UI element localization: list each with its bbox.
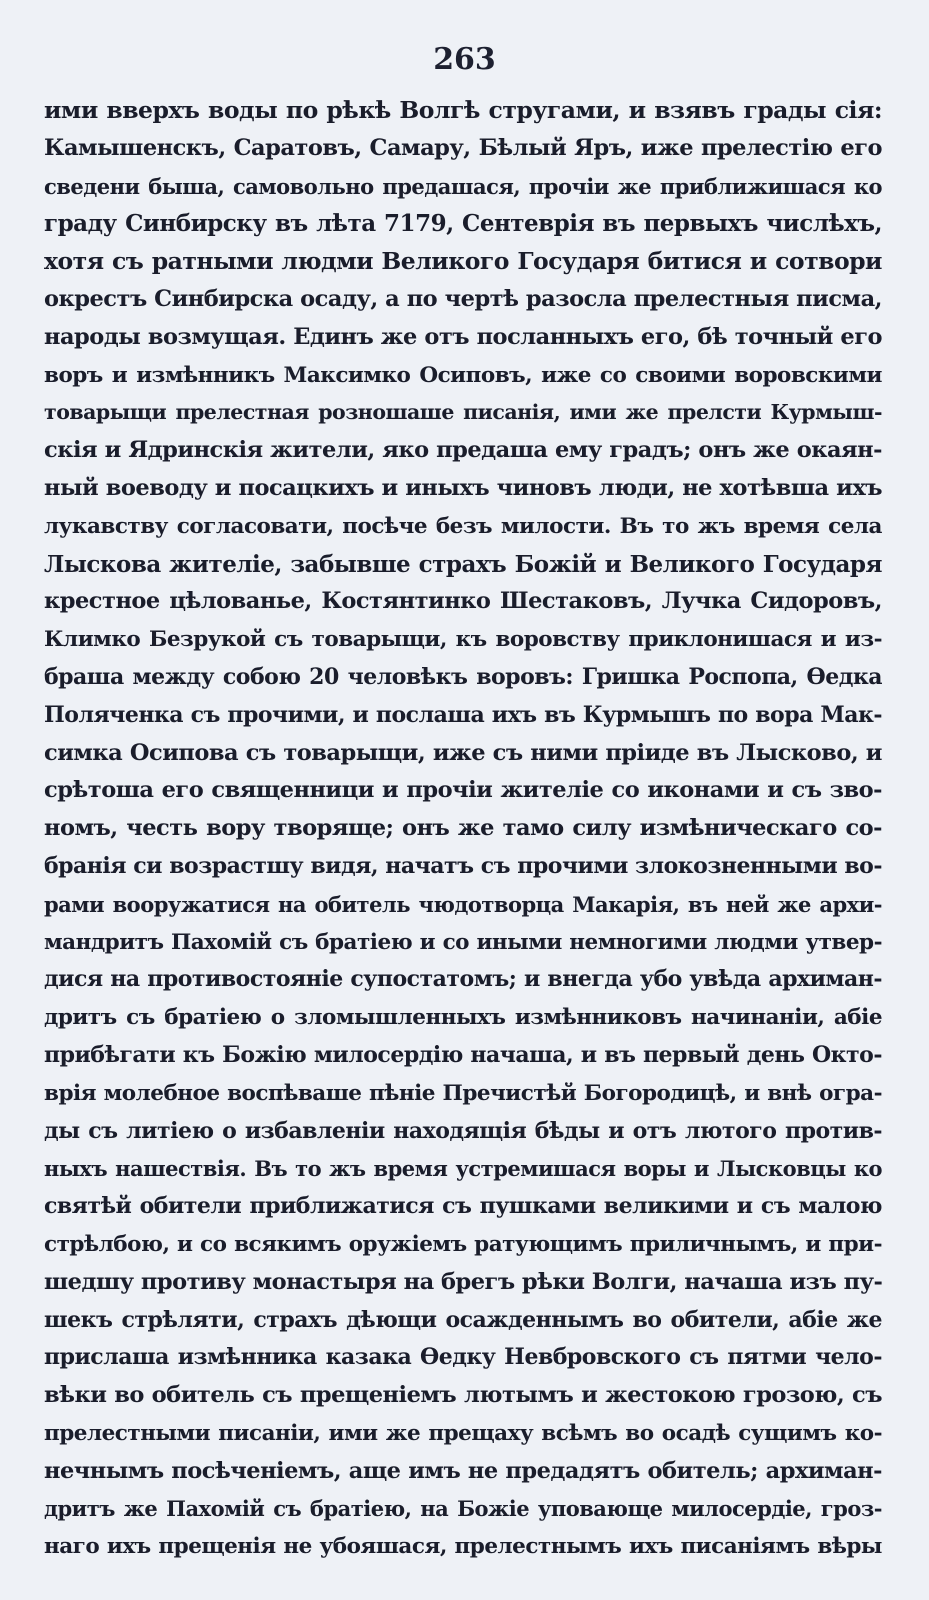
text-line: святѣй обители приближатися съ пушками великими и съ малою — [44, 1193, 882, 1220]
text-line: срѣтоша его священници и прочіи жителіе со иконами и съ зво- — [44, 777, 882, 804]
text-line: дися на противостояніе супостатомъ; и внегда убо увѣда архиман- — [44, 966, 882, 993]
text-line: прибѣгати къ Божію милосердію начаша, и въ первый день Окто- — [44, 1041, 882, 1068]
text-line: крестное цѣлованье, Костянтинко Шестаковъ, Лучка Сидоровъ, — [44, 588, 882, 615]
text-line: скія и Ядринскія жители, яко предаша ему градъ; онъ же окаян- — [44, 437, 882, 464]
text-line: вѣки во обитель съ прещеніемъ лютымъ и жестокою грозою, съ — [44, 1382, 882, 1409]
text-line: нечнымъ посѣченіемъ, аще имъ не предадятъ обитель; архиман- — [44, 1457, 882, 1484]
text-line: Поляченка съ прочими, и послаша ихъ въ Курмышъ по вора Мак- — [44, 701, 882, 728]
text-line: стрѣлбою, и со всякимъ оружіемъ ратующимъ приличнымъ, и при- — [44, 1231, 882, 1257]
text-line: бранія си возрастшу видя, начатъ съ прочими злокозненными во- — [44, 852, 882, 879]
text-line: шедшу противу монастыря на брегъ рѣки Волги, начаша изъ пу- — [44, 1268, 882, 1295]
text-line: ный воеводу и посацкихъ и иныхъ чиновъ люди, не хотѣвша ихъ — [44, 474, 882, 501]
text-line: лукавству согласовати, посѣче безъ милости. Въ то жъ время села — [44, 513, 882, 539]
text-line: шекъ стрѣляти, страхъ дѣющи осажденнымъ во обители, абіе же — [44, 1306, 882, 1333]
text-line: воръ и измѣнникъ Максимко Осиповъ, иже со своими воровскими — [44, 362, 882, 388]
text-line: прислаша измѣнника казака Ѳедку Невбровского съ пятми чело- — [44, 1344, 882, 1371]
text-line: прелестными писаніи, ими же прещаху всѣмъ во осадѣ сущимъ ко- — [44, 1420, 882, 1446]
text-line: народы возмущая. Единъ же отъ посланныхъ его, бѣ точный его — [44, 323, 882, 350]
text-line: граду Синбирску въ лѣта 7179, Сентеврія въ первыхъ числѣхъ, — [44, 210, 882, 238]
text-line: Камышенскъ, Саратовъ, Самару, Бѣлый Яръ, иже прелестію его — [44, 134, 882, 161]
text-line: дритъ же Пахомій съ братіею, на Божіе уповающе милосердіе, гроз- — [44, 1496, 882, 1522]
text-line: врія молебное воспѣваше пѣніе Пречистѣй Богородицѣ, и внѣ огра- — [44, 1080, 882, 1106]
text-line: сведени быша, самовольно предашася, прочіи же приближишася ко — [44, 173, 882, 199]
text-line: Климко Безрукой съ товарыщи, къ воровству приклонишася и из- — [44, 627, 882, 653]
text-line: симка Осипова съ товарыщи, иже съ ними пріиде въ Лысково, и — [44, 739, 882, 766]
text-line: окрестъ Синбирска осаду, а по чертѣ разосла прелестныя писма, — [44, 285, 882, 312]
text-line: наго ихъ прещенія не убояшася, прелестнымъ ихъ писаніямъ вѣры — [44, 1534, 882, 1560]
text-line: Лыскова жителіе, забывше страхъ Божій и Великого Государя — [44, 550, 882, 578]
text-line: мандритъ Пахомій съ братіею и со иными немногими людми утвер- — [44, 929, 882, 955]
text-line: дритъ съ братіею о зломышленныхъ измѣнниковъ начинаніи, абіе — [44, 1005, 882, 1031]
text-line: ды съ литіею о избавленіи находящія бѣды и отъ лютого против- — [44, 1117, 882, 1144]
text-body — [44, 92, 882, 1566]
text-line: номъ, честь вору творяще; онъ же тамо силу измѣническаго со- — [44, 815, 882, 842]
text-line: рами вооружатися на обитель чюдотворца Макарія, въ ней же архи- — [44, 891, 882, 917]
text-line: хотя съ ратными людми Великого Государя битися и сотвори — [44, 247, 882, 276]
text-line: браша между собою 20 человѣкъ воровъ: Гришка Роспопа, Ѳедка — [44, 663, 882, 690]
text-line: товарыщи прелестная розношаше писанія, ими же прелсти Курмыш- — [44, 400, 882, 425]
text-line: ныхъ нашествія. Въ то жъ время устремишася воры и Лысковцы ко — [44, 1156, 882, 1182]
text-line: ими вверхъ воды по рѣкѣ Волгѣ стругами, и взявъ грады сія: — [44, 96, 882, 124]
page-number: 263 — [433, 42, 496, 77]
